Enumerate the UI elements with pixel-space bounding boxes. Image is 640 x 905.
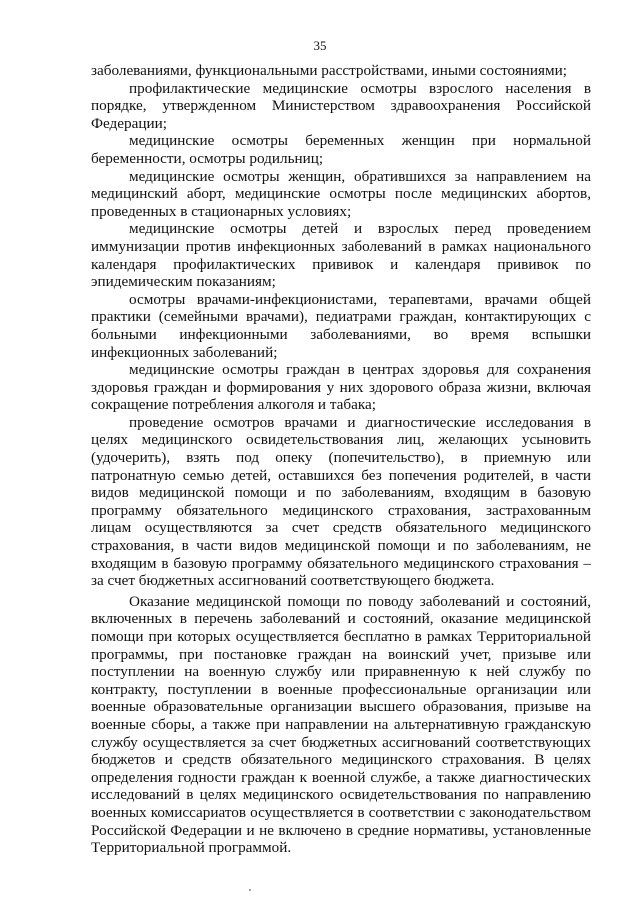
paragraph-adoption-exams: проведение осмотров врачами и диагностические исследования в целях медицинского освидетельствования лиц, желающих усыновить (удочерить), взять под опеку (попечительство), в приемную или патронатную семью детей, оставшихся без попечения родителей, в части видов медицинской помощи и по заболеваниям, входящим в базовую программу обязательного медицинского страхования, застрахованным лицам осуществляются за счет средств обязательного медицинского страхования, в части видов медицинской помощи и по заболеваниям, не входящим в базовую программу обязательного медицинского страхования – за счет бюджетных ассигнований соответствующего бюджета.	[91, 413, 591, 590]
paragraph-infectionist-exams: осмотры врачами-инфекционистами, терапевтами, врачами общей практики (семейными врачами), педиатрами граждан, контактирующих с больными инфекционными заболеваниями, во время вспышки инфекционных заболеваний;	[91, 290, 591, 361]
paragraph-continuation: заболеваниями, функциональными расстройствами, иными состояниями;	[91, 62, 568, 79]
document-body	[91, 62, 591, 857]
paragraph-abortion-exams: медицинские осмотры женщин, обратившихся за направлением на медицинский аборт, медицинские осмотры после медицинских абортов, проведенных в стационарных условиях;	[91, 167, 591, 220]
paragraph-military-registration: Оказание медицинской помощи по поводу заболеваний и состояний, включенных в перечень заболеваний и состояний, оказание медицинской помощи при которых осуществляется бесплатно в рамках Территориальной программы, при постановке граждан на воинский учет, призыве или поступлении на военную службу или приравненную к ней службу по контракту, поступлении в военные профессиональные организации или военные образовательные организации высшего образования, призыве на военные сборы, а также при направлении на альтернативную гражданскую службу осуществляется за счет бюджетных ассигнований соответствующих бюджетов и средств обязательного медицинского страхования. В целях определения годности граждан к военной службе, а также диагностических исследований в целях медицинского освидетельствования по направлению военных комиссариатов осуществляется в соответствии с законодательством Российской Федерации и не включено в средние нормативы, установленные Территориальной программой.	[91, 592, 591, 857]
paragraph-immunization-exams: медицинские осмотры детей и взрослых перед проведением иммунизации против инфекционных заболеваний в рамках национального календаря профилактических прививок и календаря прививок по эпидемическим показаниям;	[91, 220, 591, 291]
paragraph-health-centers: медицинские осмотры граждан в центрах здоровья для сохранения здоровья граждан и формирования у них здорового образа жизни, включая сокращение потребления алкоголя и табака;	[91, 361, 591, 414]
scan-speck	[249, 889, 251, 891]
paragraph-preventive-exams: профилактические медицинские осмотры взрослого населения в порядке, утвержденном Министерством здравоохранения Российской Федерации;	[91, 79, 591, 132]
paragraph-pregnancy-exams: медицинские осмотры беременных женщин при нормальной беременности, осмотры родильниц;	[91, 132, 591, 167]
page-number: 35	[313, 38, 327, 53]
